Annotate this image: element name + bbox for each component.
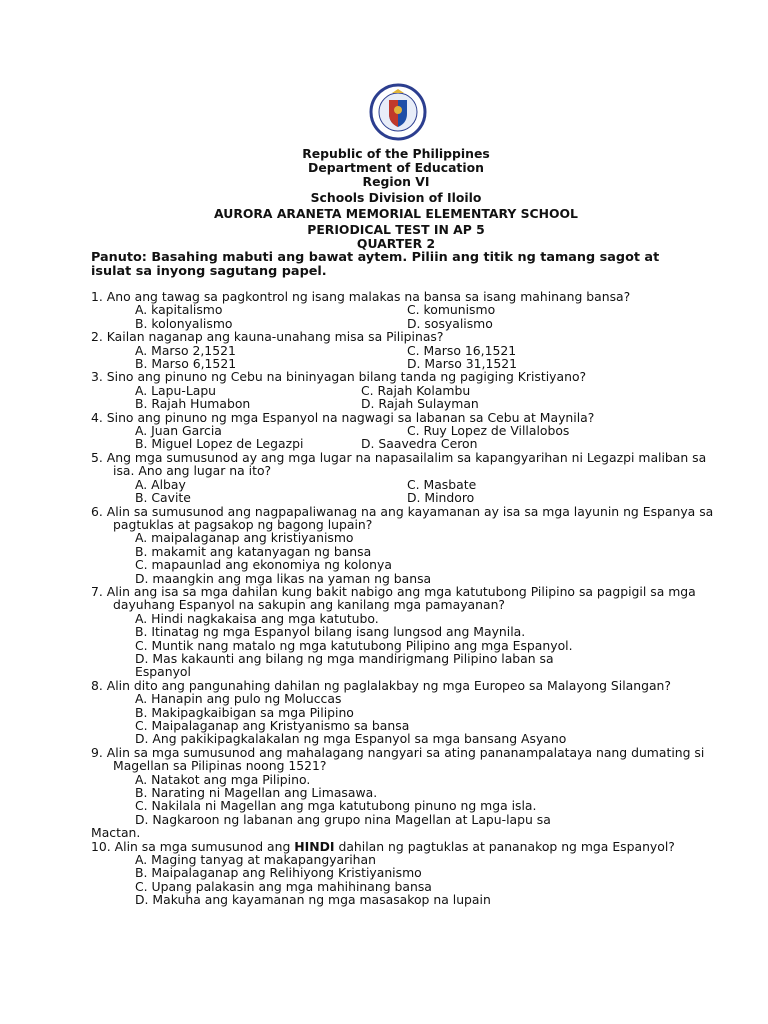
question-7 — [91, 585, 731, 679]
option-b: B. Miguel Lopez de Legazpi — [135, 436, 304, 452]
option-c: C. mapaunlad ang ekonomiya ng kolonya — [135, 557, 392, 573]
option-d: D. Rajah Sulayman — [361, 396, 479, 412]
stem-emphasis: HINDI — [294, 838, 335, 854]
option-d: D. Makuha ang kayamanan ng mga masasakop na lupain — [135, 892, 491, 908]
option-a: A. maipalaganap ang kristiyanismo — [135, 530, 354, 546]
header-region: Region VI — [362, 174, 430, 189]
option-c: C. Upang palakasin ang mga mahihinang bansa — [135, 878, 432, 894]
question-stem: 2. Kailan naganap ang kauna-unahang misa sa Pilipinas? — [91, 329, 444, 345]
option-b: B. Itinatag ng mga Espanyol bilang isang lungsod ang Maynila. — [135, 624, 526, 640]
option-c: C. Ruy Lopez de Villalobos — [407, 423, 570, 439]
question-9 — [91, 746, 731, 840]
option-b: B. Cavite — [135, 490, 191, 506]
option-c: C. Maipalaganap ang Kristyanismo sa bansa — [135, 718, 410, 733]
option-b: B. Narating ni Magellan ang Limasawa. — [135, 785, 378, 801]
option-d: D. Marso 31,1521 — [407, 356, 518, 372]
option-d: D. maangkin ang mga likas na yaman ng bansa — [135, 570, 432, 586]
deped-seal-icon — [358, 83, 438, 141]
header-republic: Republic of the Philippines — [302, 146, 490, 161]
option-c: C. Masbate — [407, 476, 477, 492]
question-2 — [91, 330, 731, 370]
header-department: Department of Education — [308, 160, 484, 175]
option-b: B. makamit ang katanyagan ng bansa — [135, 543, 372, 559]
question-4 — [91, 411, 731, 451]
question-stem: 7. Alin ang isa sa mga dahilan kung bakit nabigo ang mga katutubong Pilipino sa pagpigil sa mga dayuhang Espanyol na sakupin ang kanilang mga pamayanan? — [91, 583, 700, 613]
option-c: C. komunismo — [407, 302, 496, 318]
option-a: A. Lapu-Lapu — [135, 382, 217, 398]
option-d: D. sosyalismo — [407, 315, 493, 331]
question-stem — [91, 840, 731, 853]
question-8 — [91, 679, 731, 746]
option-a: A. Natakot ang mga Pilipino. — [135, 771, 311, 787]
question-1 — [91, 290, 731, 330]
question-stem: 9. Alin sa mga sumusunod ang mahalagang nangyari sa ating pananampalataya nang dumating si Magellan sa Pilipinas noong 1521? — [91, 744, 709, 774]
option-c: C. Muntik nang matalo ng mga katutubong Pilipino ang mga Espanyol. — [135, 637, 573, 653]
option-a: A. Maging tanyag at makapangyarihan — [135, 852, 376, 868]
option-a: A. Juan Garcia — [135, 423, 222, 439]
option-c: C. Marso 16,1521 — [407, 342, 517, 358]
question-5 — [91, 451, 731, 505]
option-b: B. Maipalaganap ang Relihiyong Kristiyanismo — [135, 865, 422, 881]
option-d-continued: Espanyol — [135, 664, 191, 680]
question-stem: 3. Sino ang pinuno ng Cebu na bininyagan bilang tanda ng pagiging Kristiyano? — [91, 369, 587, 385]
header-test-title: PERIODICAL TEST IN AP 5 — [307, 222, 485, 237]
option-a: A. Hanapin ang pulo ng Moluccas — [135, 691, 342, 707]
instructions: Panuto: Basahing mabuti ang bawat aytem. Piliin ang titik ng tamang sagot at isulat sa inyong sagutang papel. — [91, 250, 660, 279]
question-3 — [91, 370, 731, 410]
option-c: C. Rajah Kolambu — [361, 382, 471, 398]
option-b: B. Makipagkaibigan sa mga Pilipino — [135, 704, 354, 720]
question-6 — [91, 505, 731, 585]
option-b: B. Marso 6,1521 — [135, 356, 237, 372]
question-stem: 5. Ang mga sumusunod ay ang mga lugar na napasailalim sa kapangyarihan ni Legazpi maliban sa isa. Ano ang lugar na ito? — [91, 449, 711, 479]
option-d: D. Ang pakikipagkalakalan ng mga Espanyol sa mga bansang Asyano — [135, 731, 567, 747]
stem-start: 10. Alin sa mga sumusunod ang — [91, 838, 295, 854]
question-stem: 8. Alin dito ang pangunahing dahilan ng paglalakbay ng mga Europeo sa Malayong Silangan? — [91, 677, 671, 693]
option-a: A. Marso 2,1521 — [135, 342, 236, 358]
option-a: A. Hindi nagkakaisa ang mga katutubo. — [135, 610, 379, 626]
question-stem: 6. Alin sa sumusunod ang nagpapaliwanag na ang kayamanan ay isa sa mga layunin ng Espanya sa pagtuklas at pagsakop ng bagong lupain? — [91, 503, 718, 532]
option-a: A. kapitalismo — [135, 302, 223, 318]
option-d: D. Mindoro — [407, 490, 475, 506]
stem-end: dahilan ng pagtuklas at pananakop ng mga Espanyol? — [334, 838, 675, 854]
header-quarter: QUARTER 2 — [356, 236, 436, 251]
option-a: A. Albay — [135, 476, 186, 492]
header-division: Schools Division of Iloilo — [310, 190, 482, 205]
document-header — [0, 147, 768, 251]
option-d: D. Mas kakaunti ang bilang ng mga mandirigmang Pilipino laban sa — [135, 650, 554, 666]
option-c: C. Nakilala ni Magellan ang mga katutubong pinuno ng mga isla. — [135, 798, 537, 814]
question-list — [91, 290, 731, 907]
question-10 — [91, 840, 731, 907]
option-d-continued: Mactan. — [91, 825, 141, 841]
option-b: B. Rajah Humabon — [135, 396, 251, 412]
option-b: B. kolonyalismo — [135, 315, 233, 331]
option-d: D. Saavedra Ceron — [361, 436, 478, 452]
option-d: D. Nagkaroon ng labanan ang grupo nina Magellan at Lapu-lapu sa — [135, 811, 551, 827]
question-stem: 4. Sino ang pinuno ng mga Espanyol na nagwagi sa labanan sa Cebu at Maynila? — [91, 409, 595, 425]
question-stem: 1. Ano ang tawag sa pagkontrol ng isang malakas na bansa sa isang mahinang bansa? — [91, 289, 631, 304]
header-school: AURORA ARANETA MEMORIAL ELEMENTARY SCHOOL — [214, 206, 578, 221]
